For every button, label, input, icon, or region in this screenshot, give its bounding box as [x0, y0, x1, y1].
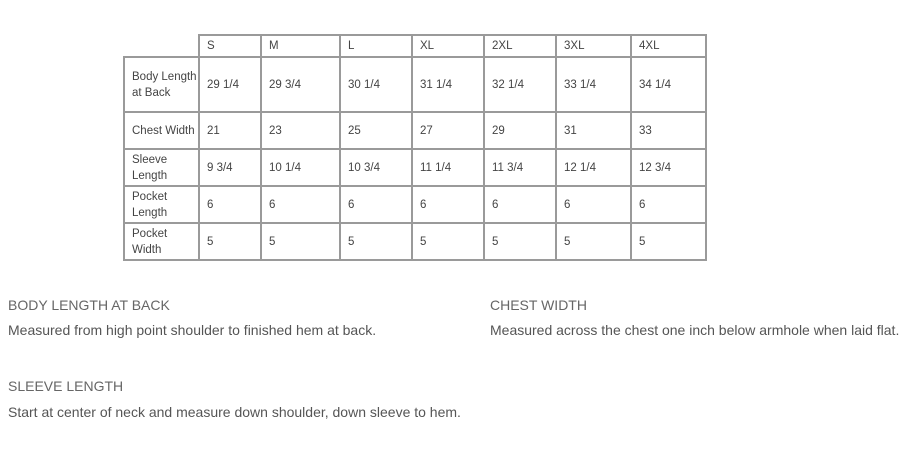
table-row-body-length	[124, 57, 706, 112]
table-cell: 6	[412, 186, 484, 223]
table-cell: 6	[631, 186, 706, 223]
body-length-title: BODY LENGTH AT BACK	[8, 297, 170, 313]
size-header-4xl: 4XL	[631, 35, 706, 57]
table-cell: 29 3/4	[261, 57, 340, 112]
table-cell: 29 1/4	[199, 57, 261, 112]
table-cell: 27	[412, 112, 484, 149]
table-cell: 9 3/4	[199, 149, 261, 186]
chest-width-title: CHEST WIDTH	[490, 297, 587, 313]
table-cell: 10 1/4	[261, 149, 340, 186]
table-cell: 31 1/4	[412, 57, 484, 112]
size-header-l: L	[340, 35, 412, 57]
table-cell: 5	[261, 223, 340, 260]
table-cell: 32 1/4	[484, 57, 556, 112]
size-header-s: S	[199, 35, 261, 57]
size-chart-table	[123, 34, 707, 261]
table-cell: 6	[199, 186, 261, 223]
row-label-body-length: Body Length at Back	[124, 57, 199, 112]
table-cell: 33 1/4	[556, 57, 631, 112]
table-cell: 21	[199, 112, 261, 149]
table-row-pocket-width	[124, 223, 706, 260]
table-cell: 11 1/4	[412, 149, 484, 186]
row-label-sleeve-length: Sleeve Length	[124, 149, 199, 186]
table-cell: 6	[484, 186, 556, 223]
table-cell: 6	[556, 186, 631, 223]
table-cell: 5	[484, 223, 556, 260]
table-cell: 30 1/4	[340, 57, 412, 112]
table-cell: 11 3/4	[484, 149, 556, 186]
row-label-chest-width: Chest Width	[124, 112, 199, 149]
size-header-3xl: 3XL	[556, 35, 631, 57]
size-header-2xl: 2XL	[484, 35, 556, 57]
chest-width-description: Measured across the chest one inch below armhole when laid flat.	[490, 322, 900, 338]
table-cell: 29	[484, 112, 556, 149]
body-length-description: Measured from high point shoulder to finished hem at back.	[8, 322, 377, 338]
table-cell: 6	[261, 186, 340, 223]
table-cell: 31	[556, 112, 631, 149]
table-cell: 5	[556, 223, 631, 260]
table-cell: 6	[340, 186, 412, 223]
table-cell: 10 3/4	[340, 149, 412, 186]
table-corner-cell	[124, 35, 199, 57]
table-row-pocket-length	[124, 186, 706, 223]
row-label-pocket-length: Pocket Length	[124, 186, 199, 223]
size-header-row	[124, 35, 706, 57]
table-cell: 25	[340, 112, 412, 149]
table-cell: 23	[261, 112, 340, 149]
table-cell: 5	[199, 223, 261, 260]
size-header-xl: XL	[412, 35, 484, 57]
table-row-chest-width	[124, 112, 706, 149]
row-label-pocket-width: Pocket Width	[124, 223, 199, 260]
table-row-sleeve-length	[124, 149, 706, 186]
size-header-m: M	[261, 35, 340, 57]
table-cell: 12 1/4	[556, 149, 631, 186]
table-cell: 5	[631, 223, 706, 260]
table-cell: 5	[412, 223, 484, 260]
table-cell: 12 3/4	[631, 149, 706, 186]
sleeve-length-description: Start at center of neck and measure down shoulder, down sleeve to hem.	[8, 404, 461, 420]
table-cell: 33	[631, 112, 706, 149]
sleeve-length-title: SLEEVE LENGTH	[8, 378, 124, 394]
table-cell: 5	[340, 223, 412, 260]
table-cell: 34 1/4	[631, 57, 706, 112]
